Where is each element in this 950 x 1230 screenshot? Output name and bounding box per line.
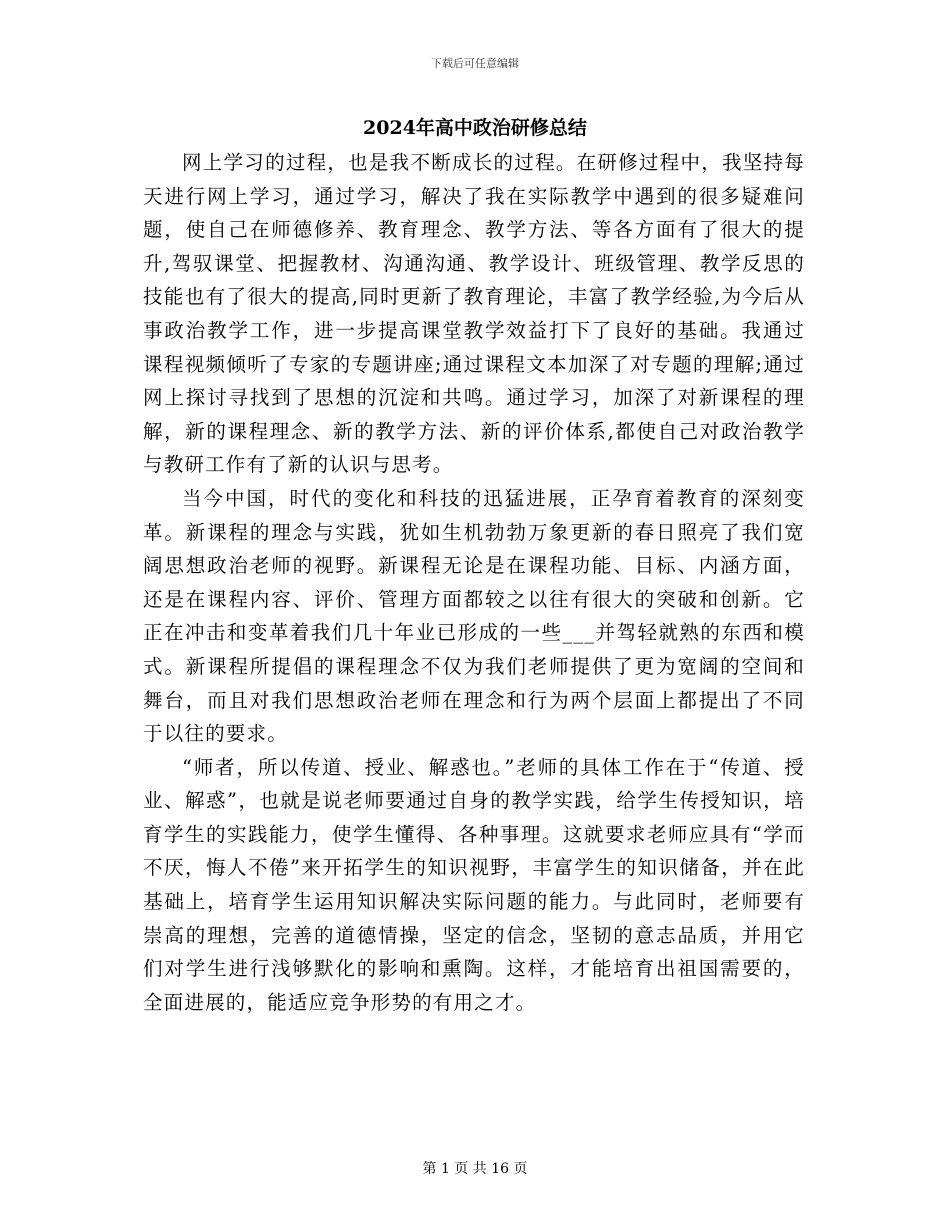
document-title: 2024年高中政治研修总结 [363, 117, 587, 139]
paragraph-3: “师者，所以传道、授业、解惑也。”老师的具体工作在于“传道、授业、解惑”，也就是说老师要通过自身的教学实践，给学生传授知识，培育学生的实践能力，使学生懂得、各种事理。这就要求老师应具有“学而不厌，悔人不倦”来开拓学生的知识视野，丰富学生的知识储备，并在此基础上，培育学生运用知识解决实际问题的能力。与此同时，老师要有崇高的理想，完善的道德情操，坚定的信念，坚韧的意志品质，并用它们对学生进行浅够默化的影响和熏陶。这样，才能培育出祖国需要的，全面进展的，能适应竞争形势的有用之才。 [143, 755, 805, 1014]
page-number: 第 1 页 共 16 页 [422, 1161, 528, 1177]
document-body [143, 146, 805, 1019]
paragraph-1: 网上学习的过程，也是我不断成长的过程。在研修过程中，我坚持每天进行网上学习，通过学习，解决了我在实际教学中遇到的很多疑难问题，使自己在师德修养、教育理念、教学方法、等各方面有了很大的提升,驾驭课堂、把握教材、沟通沟通、教学设计、班级管理、教学反思的技能也有了很大的提高,同时更新了教育理论，丰富了教学经验,为今后从事政治教学工作，进一步提高课堂教学效益打下了良好的基础。我通过课程视频倾听了专家的专题讲座;通过课程文本加深了对专题的理解;通过网上探讨寻找到了思想的沉淀和共鸣。通过学习，加深了对新课程的理解，新的课程理念、新的教学方法、新的评价体系,都使自己对政治教学与教研工作有了新的认识与思考。 [143, 151, 805, 477]
header-note: 下载后可任意编辑 [431, 57, 519, 70]
paragraph-2: 当今中国，时代的变化和科技的迅猛进展，正孕育着教育的深刻变革。新课程的理念与实践，犹如生机勃勃万象更新的春日照亮了我们宽阔思想政治老师的视野。新课程无论是在课程功能、目标、内涵方面，还是在课程内容、评价、管理方面都较之以往有很大的突破和创新。它正在冲击和变革着我们几十年业已形成的一些___并驾轻就熟的东西和模式。新课程所提倡的课程理念不仅为我们老师提供了更为宽阔的空间和舞台，而且对我们思想政治老师在理念和行为两个层面上都提出了不同于以往的要求。 [143, 486, 805, 746]
